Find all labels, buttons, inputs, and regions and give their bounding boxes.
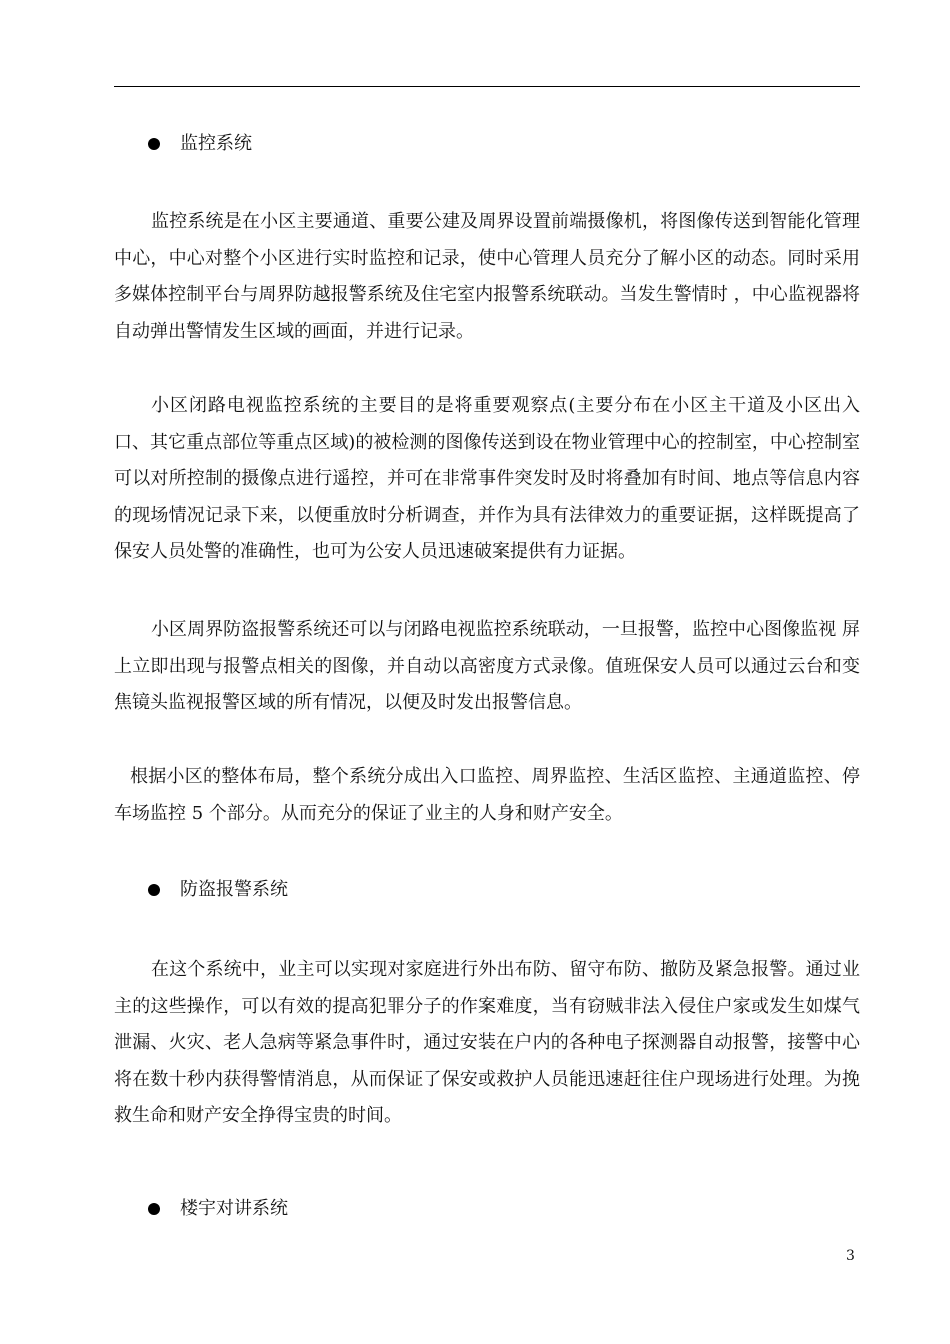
paragraph: 小区周界防盗报警系统还可以与闭路电视监控系统联动，一旦报警，监控中心图像监视 屏上立即出现与报警点相关的图像，并自动以高密度方式录像。值班保安人员可以通过云台和变焦镜头监视报警区域的所有情况，以便及时发出报警信息。 [114, 619, 860, 713]
paragraph: 根据小区的整体布局，整个系统分成出入口监控、周界监控、生活区监控、主通道监控、停车场监控 5 个部分。从而充分的保证了业主的人身和财产安全。 [114, 766, 860, 824]
section-heading-text: 防盗报警系统 [180, 879, 288, 900]
section-heading-text: 监控系统 [180, 133, 252, 154]
paragraph: 在这个系统中，业主可以实现对家庭进行外出布防、留守布防、撤防及紧急报警。通过业主的这些操作，可以有效的提高犯罪分子的作案难度，当有窃贼非法入侵住户家或发生如煤气泄漏、火灾、老人急病等紧急事件时，通过安装在户内的各种电子探测器自动报警，接警中心将在数十秒内获得警情消息，从而保证了保安或救护人员能迅速赶往住户现场进行处理。为挽救生命和财产安全挣得宝贵的时间。 [114, 959, 860, 1126]
paragraph: 小区闭路电视监控系统的主要目的是将重要观察点(主要分布在小区主干道及小区出入口、其它重点部位等重点区域)的被检测的图像传送到设在物业管理中心的控制室，中心控制室可以对所控制的摄像点进行遥控，并可在非常事件突发时及时将叠加有时间、地点等信息内容的现场情况记录下来，以便重放时分析调查，并作为具有法律效力的重要证据，这样既提高了保安人员处警的准确性，也可为公安人员迅速破案提供有力证据。 [114, 395, 860, 562]
page-number: 3 [846, 1248, 855, 1264]
bullet-icon [148, 138, 160, 150]
header-rule [114, 86, 860, 87]
section-heading-text: 楼宇对讲系统 [180, 1198, 288, 1219]
bullet-icon [148, 884, 160, 896]
bullet-icon [148, 1203, 160, 1215]
paragraph: 监控系统是在小区主要通道、重要公建及周界设置前端摄像机，将图像传送到智能化管理中心，中心对整个小区进行实时监控和记录，使中心管理人员充分了解小区的动态。同时采用多媒体控制平台与周界防越报警系统及住宅室内报警系统联动。当发生警情时 ，中心监视器将自动弹出警情发生区域的画面，并进行记录。 [114, 211, 860, 342]
